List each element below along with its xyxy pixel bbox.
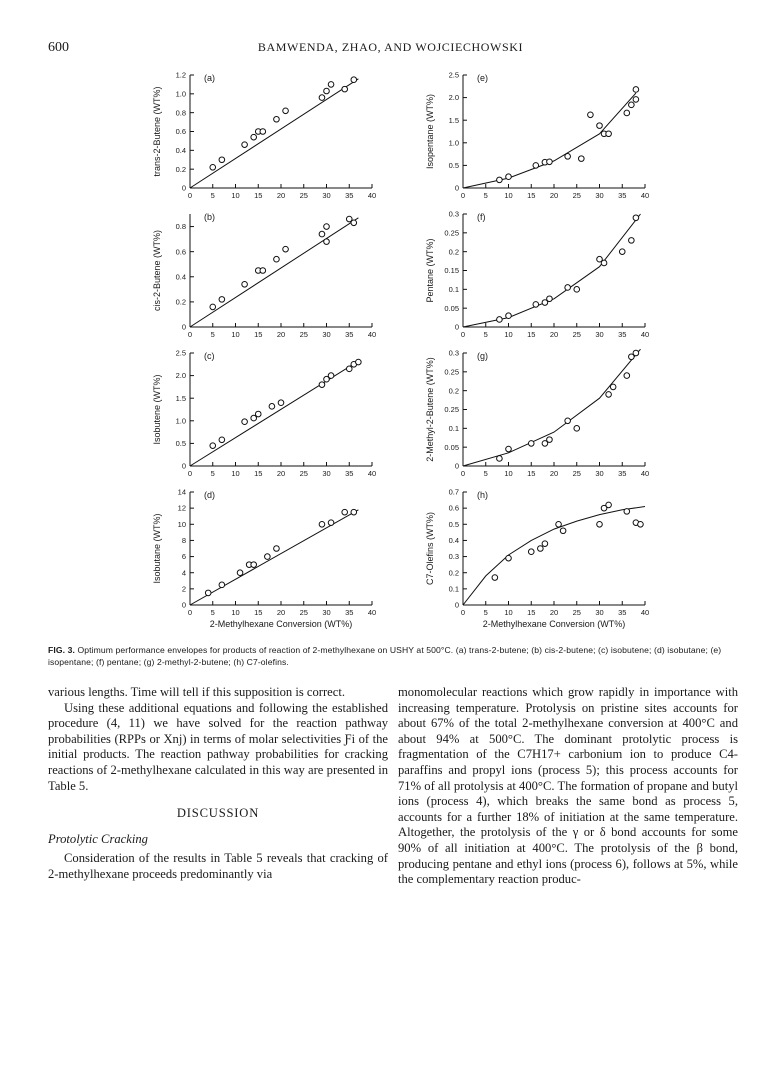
data-point (319, 231, 325, 237)
data-point (629, 238, 635, 244)
data-point (547, 296, 553, 302)
data-point (497, 317, 503, 323)
y-tick-label: 2 (181, 584, 186, 594)
y-tick-label: 0.5 (448, 161, 459, 170)
y-tick-label: 0.8 (175, 222, 186, 232)
y-tick-label: 0.25 (444, 228, 459, 238)
figure-caption-text: Optimum performance envelopes for products of reaction of 2-methylhexane on USHY at 500°C. (a) trans-2-butene; (b) cis-2-butene; (c) isobutene; (d) isobutane; (e) isopentane; (f) pentane; (g) 2-methyl-2-butene; (h) C7-olefins. (48, 645, 722, 667)
y-axis-label: Isopentane (WT%) (425, 93, 435, 170)
data-point (324, 224, 330, 230)
y-tick-label: 0.6 (448, 503, 459, 513)
data-point (328, 82, 334, 88)
x-tick-label: 40 (367, 191, 377, 200)
y-tick-label: 0.4 (175, 272, 186, 282)
y-tick-label: 0 (454, 600, 459, 610)
x-tick-label: 5 (483, 608, 488, 617)
x-tick-label: 40 (367, 608, 377, 617)
data-point (565, 154, 571, 160)
figure-caption-label: FIG. 3. (48, 645, 75, 655)
data-point (547, 159, 553, 165)
x-tick-label: 20 (549, 469, 559, 478)
data-point (351, 509, 357, 515)
x-tick-label: 30 (322, 191, 331, 200)
y-tick-label: 0.2 (448, 247, 459, 257)
y-axis-label: Isobutane (WT%) (152, 513, 162, 584)
x-tick-label: 0 (460, 608, 466, 617)
data-point (219, 157, 225, 163)
y-tick-label: 0.6 (175, 127, 186, 137)
y-tick-label: 1.0 (175, 416, 186, 426)
x-tick-label: 0 (187, 191, 193, 200)
data-point (619, 249, 625, 255)
data-point (497, 177, 503, 183)
paragraph: monomolecular reactions which grow rapidly in importance with increasing temperature. Protolysis on pristine sites accounts for about 67% of the total 2-methylhexane conversion at 400°C and about 94% at 500°C. The dominant protolytic process is fragmentation of the C7H17+ carbonium ion to produce C4-paraffins and propyl ions (process 5); this process accounts for 71% of all protolysis at 400°C. The formation of propane and butyl ions (process 4), which breaks the same bond as process 5, accounts for a further 18% of initiation at the same temperature. Altogether, the protolysis of the γ or δ bond accounts for some 90% of all initiation at 400°C. The protolysis of the β bond, producing pentane and ethyl ions (process 6), follows at 5%, while the complementary reaction produc- (398, 685, 738, 887)
data-point (633, 97, 639, 103)
figure-caption (48, 644, 738, 668)
y-axis-label: 2-Methyl-2-Butene (WT%) (425, 357, 435, 462)
y-axis-label: trans-2-Butene (WT%) (152, 86, 162, 177)
data-point (210, 164, 216, 170)
running-title: BAMWENDA, ZHAO, AND WOJCIECHOWSKI (257, 40, 524, 54)
x-tick-label: 0 (460, 469, 466, 478)
data-point (324, 88, 330, 94)
data-point (574, 426, 580, 432)
y-axis-label: C7-Olefins (WT%) (425, 511, 435, 586)
data-point (533, 163, 539, 169)
x-tick-label: 5 (483, 330, 488, 339)
y-tick-label: 0.1 (448, 284, 459, 294)
data-point (251, 134, 257, 140)
x-tick-label: 20 (276, 191, 286, 200)
data-point (601, 260, 607, 266)
y-tick-label: 0.3 (448, 209, 459, 219)
data-point (251, 562, 257, 568)
x-tick-label: 40 (640, 608, 650, 617)
x-tick-label: 25 (299, 608, 308, 617)
y-tick-label: 0.2 (448, 386, 459, 396)
chart-panel (152, 212, 376, 339)
x-tick-label: 30 (595, 469, 604, 478)
y-tick-label: 0.5 (175, 439, 186, 448)
x-tick-label: 0 (460, 191, 466, 200)
x-tick-label: 20 (276, 469, 286, 478)
x-tick-label: 30 (322, 608, 331, 617)
y-tick-label: 0 (454, 461, 459, 471)
y-tick-label: 0.4 (448, 536, 459, 546)
y-tick-label: 14 (177, 487, 186, 497)
x-tick-label: 30 (595, 330, 604, 339)
x-tick-label: 35 (345, 191, 354, 200)
x-tick-label: 25 (299, 191, 308, 200)
y-tick-label: 0 (454, 322, 459, 332)
data-point (274, 256, 280, 262)
data-point (528, 549, 534, 555)
x-tick-label: 25 (299, 469, 308, 478)
data-point (506, 174, 512, 180)
x-tick-label: 35 (345, 469, 354, 478)
x-tick-label: 5 (210, 330, 215, 339)
x-tick-label: 5 (483, 191, 488, 200)
x-tick-label: 40 (367, 330, 377, 339)
data-point (506, 313, 512, 319)
panel-label: (f) (477, 212, 486, 222)
x-tick-label: 10 (231, 191, 240, 200)
x-tick-label: 0 (460, 330, 466, 339)
paragraph: Using these additional equations and following the established procedure (4, 11) we have solved for the reaction pathway probabilities (RPPs or Xnj) in terms of molar selectivities Ƒi of the initial products. The reaction pathway probabilities for cracking reactions of 2-methylhexane calculated in this way are presented in Table 5. (48, 700, 388, 793)
data-point (351, 77, 357, 83)
y-tick-label: 0.25 (444, 405, 459, 415)
x-tick-label: 15 (254, 330, 263, 339)
body-column-right (398, 685, 738, 888)
y-axis-label: Isobutene (WT%) (152, 374, 162, 445)
y-tick-label: 0.8 (175, 108, 186, 118)
data-point (319, 95, 325, 101)
x-tick-label: 10 (231, 608, 240, 617)
x-tick-label: 30 (322, 330, 331, 339)
x-tick-label: 35 (618, 330, 627, 339)
y-tick-label: 4 (181, 568, 186, 578)
data-point (542, 541, 548, 547)
data-point (506, 555, 512, 561)
x-tick-label: 15 (527, 608, 536, 617)
y-tick-label: 12 (177, 503, 186, 513)
data-point (538, 546, 544, 552)
fit-curve (463, 93, 636, 188)
section-heading: DISCUSSION (176, 806, 260, 821)
x-tick-label: 40 (640, 469, 650, 478)
chart-panel (425, 488, 649, 629)
data-point (610, 384, 616, 390)
panel-label: (c) (204, 351, 215, 361)
data-point (210, 443, 216, 449)
y-tick-label: 0 (181, 183, 186, 193)
y-tick-label: 0.05 (444, 442, 459, 452)
x-tick-label: 30 (595, 191, 604, 200)
data-point (606, 392, 612, 398)
y-tick-label: 0.4 (175, 145, 186, 155)
data-point (492, 575, 498, 581)
y-tick-label: 0.05 (444, 303, 459, 313)
data-point (260, 129, 266, 135)
y-tick-label: 0.1 (448, 423, 459, 433)
data-point (319, 521, 325, 527)
fit-curve (463, 214, 641, 327)
x-tick-label: 10 (504, 608, 513, 617)
data-point (274, 116, 280, 122)
data-point (638, 521, 644, 527)
x-tick-label: 35 (345, 608, 354, 617)
x-tick-label: 15 (527, 330, 536, 339)
y-tick-label: 0.1 (448, 584, 459, 594)
data-point (597, 123, 603, 129)
fit-curve (190, 79, 358, 188)
x-tick-label: 25 (572, 469, 581, 478)
data-point (324, 239, 330, 245)
x-tick-label: 20 (549, 330, 559, 339)
data-point (342, 86, 348, 92)
chart-panel (425, 71, 649, 200)
data-point (533, 302, 539, 308)
x-tick-label: 10 (504, 330, 513, 339)
chart-panel (152, 349, 376, 478)
data-point (624, 110, 630, 116)
panel-label: (h) (477, 490, 488, 500)
data-point (237, 570, 243, 576)
y-tick-label: 0 (454, 183, 459, 193)
x-tick-label: 10 (504, 191, 513, 200)
y-tick-label: 1.2 (175, 70, 186, 80)
data-point (565, 285, 571, 291)
data-point (269, 404, 275, 410)
data-point (319, 382, 325, 388)
chart-panel (152, 488, 376, 629)
data-point (328, 520, 334, 526)
y-tick-label: 8 (181, 536, 186, 546)
y-tick-label: 0.3 (448, 348, 459, 358)
x-tick-label: 0 (187, 469, 193, 478)
x-tick-label: 25 (572, 191, 581, 200)
data-point (351, 220, 357, 226)
y-tick-label: 0.3 (448, 552, 459, 562)
y-tick-label: 0.7 (448, 487, 459, 497)
x-tick-label: 30 (322, 469, 331, 478)
y-tick-label: 0.15 (444, 266, 459, 276)
y-tick-label: 0.6 (175, 247, 186, 257)
data-point (260, 268, 266, 274)
panel-label: (b) (204, 212, 215, 222)
data-point (597, 521, 603, 527)
data-point (346, 366, 352, 372)
x-tick-label: 20 (549, 191, 559, 200)
data-point (251, 415, 257, 421)
data-point (274, 546, 280, 552)
data-point (574, 287, 580, 293)
y-tick-label: 2.5 (175, 348, 186, 358)
x-tick-label: 20 (549, 608, 559, 617)
x-tick-label: 20 (276, 608, 286, 617)
y-tick-label: 0.25 (444, 367, 459, 377)
x-tick-label: 40 (640, 191, 650, 200)
data-point (328, 373, 334, 379)
subsection-heading: Protolytic Cracking (48, 831, 148, 846)
paragraph: Consideration of the results in Table 5 reveals that cracking of 2-methylhexane proceeds predominantly via (48, 851, 388, 881)
x-tick-label: 10 (231, 469, 240, 478)
y-tick-label: 1.5 (175, 393, 186, 403)
data-point (629, 102, 635, 108)
x-tick-label: 5 (483, 469, 488, 478)
y-tick-label: 0.2 (175, 164, 186, 174)
x-axis-label: 2-Methylhexane Conversion (WT%) (482, 619, 626, 629)
data-point (565, 418, 571, 424)
x-tick-label: 10 (231, 330, 240, 339)
x-tick-label: 15 (254, 608, 263, 617)
data-point (219, 297, 225, 303)
x-tick-label: 20 (276, 330, 286, 339)
x-tick-label: 25 (572, 608, 581, 617)
data-point (242, 419, 248, 425)
x-tick-label: 5 (210, 469, 215, 478)
data-point (242, 282, 248, 288)
y-tick-label: 1.0 (448, 138, 459, 148)
y-tick-label: 6 (181, 552, 186, 562)
x-tick-label: 0 (187, 330, 193, 339)
x-tick-label: 30 (595, 608, 604, 617)
y-tick-label: 0.2 (448, 568, 459, 578)
data-point (556, 521, 562, 527)
x-axis-label: 2-Methylhexane Conversion (WT%) (209, 619, 353, 629)
data-point (633, 350, 639, 356)
data-point (205, 590, 211, 596)
chart-panel (425, 210, 649, 339)
y-tick-label: 1.5 (448, 115, 459, 125)
x-tick-label: 15 (254, 469, 263, 478)
x-tick-label: 35 (345, 330, 354, 339)
x-tick-label: 25 (299, 330, 308, 339)
y-axis-label: Pentane (WT%) (425, 238, 435, 303)
data-point (633, 215, 639, 221)
data-point (547, 437, 553, 443)
page-number: 600 (48, 40, 69, 55)
x-tick-label: 15 (527, 191, 536, 200)
y-tick-label: 0 (181, 461, 186, 471)
panel-label: (e) (477, 73, 488, 83)
panel-label: (g) (477, 351, 488, 361)
data-point (210, 304, 216, 310)
x-tick-label: 15 (527, 469, 536, 478)
paragraph: various lengths. Time will tell if this supposition is correct. (48, 685, 345, 699)
chart-panel (152, 71, 376, 200)
x-tick-label: 5 (210, 191, 215, 200)
data-point (528, 441, 534, 447)
y-tick-label: 0 (181, 600, 186, 610)
fit-curve (463, 349, 641, 466)
y-tick-label: 0.5 (448, 519, 459, 529)
data-point (265, 554, 271, 560)
y-tick-label: 1.0 (175, 89, 186, 99)
x-tick-label: 40 (640, 330, 650, 339)
data-point (560, 528, 566, 534)
y-axis-label: cis-2-Butene (WT%) (152, 229, 162, 312)
data-point (219, 582, 225, 588)
data-point (606, 502, 612, 508)
data-point (278, 400, 284, 406)
data-point (588, 112, 594, 118)
data-point (242, 142, 248, 148)
data-point (633, 87, 639, 93)
x-tick-label: 35 (618, 191, 627, 200)
data-point (255, 411, 261, 417)
data-point (606, 131, 612, 137)
y-tick-label: 10 (177, 519, 186, 529)
x-tick-label: 35 (618, 469, 627, 478)
y-tick-label: 0.2 (175, 297, 186, 307)
data-point (624, 509, 630, 515)
data-point (497, 456, 503, 462)
x-tick-label: 25 (572, 330, 581, 339)
panel-label: (d) (204, 490, 215, 500)
y-tick-label: 2.5 (448, 70, 459, 80)
y-tick-label: 0 (181, 322, 186, 332)
panel-label: (a) (204, 73, 215, 83)
data-point (624, 373, 630, 379)
x-tick-label: 15 (254, 191, 263, 200)
fit-curve (190, 218, 358, 327)
x-tick-label: 0 (187, 608, 193, 617)
y-tick-label: 2.0 (175, 371, 186, 381)
data-point (356, 359, 362, 365)
chart-panel (425, 349, 649, 478)
fit-curve (463, 507, 645, 606)
body-column-left (48, 685, 388, 883)
data-point (283, 108, 289, 114)
data-point (342, 509, 348, 515)
x-tick-label: 5 (210, 608, 215, 617)
x-tick-label: 35 (618, 608, 627, 617)
y-tick-label: 2.0 (448, 93, 459, 103)
x-tick-label: 10 (504, 469, 513, 478)
data-point (219, 437, 225, 443)
data-point (283, 246, 289, 252)
data-point (579, 156, 585, 162)
x-tick-label: 40 (367, 469, 377, 478)
data-point (506, 446, 512, 452)
